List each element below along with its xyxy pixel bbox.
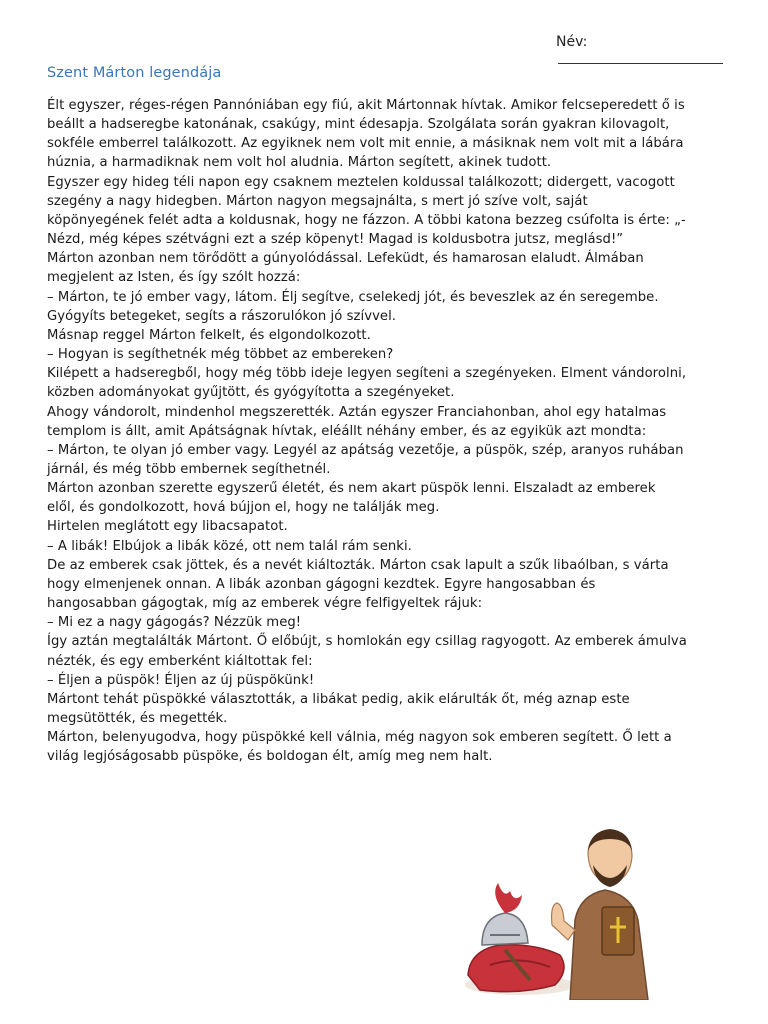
story-dialogue: – Hogyan is segíthetnék még többet az embereken? [47, 347, 394, 363]
name-label: Név: [556, 34, 588, 50]
story-paragraph: Élt egyszer, réges-régen Pannóniában egy fiú, akit Mártonnak hívtak. Amikor felcseperedett ő is beállt a hadseregbe katonának, csakúgy, mint édesapja. Szolgálata során gyakran kilovagolt, sokféle emberrel találkozott. Az egyiknek nem volt mit ennie, a másiknak nem volt mit a lábára húznia, a harmadiknak nem volt hol aludnia. Márton segített, akinek tudott. [47, 98, 685, 171]
story-paragraph: Mártont tehát püspökké választották, a libákat pedig, akik elárulták őt, még aznap este megsütötték, és megették. [47, 691, 630, 726]
story-dialogue: – A libák! Elbújok a libák közé, ott nem talál rám senki. [47, 538, 412, 554]
saint-figure-icon [552, 829, 648, 1000]
story-paragraph: Hirtelen meglátott egy libacsapatot. [47, 519, 288, 535]
story-paragraph: Kilépett a hadseregből, hogy még több ideje legyen segíteni a szegényeken. Elment vándorolni, közben adományokat gyűjtött, és gyógyította a szegényeket. [47, 366, 687, 401]
story-dialogue: – Éljen a püspök! Éljen az új püspökünk! [47, 672, 315, 688]
story-paragraph: Márton azonban nem törődött a gúnyolódással. Lefeküdt, és hamarosan elaludt. Álmában megjelent az Isten, és így szólt hozzá: [47, 251, 644, 286]
name-field[interactable] [556, 34, 756, 68]
story-paragraph: Márton, belenyugodva, hogy püspökké kell válnia, még nagyon sok emberen segített. Ő lett a világ legjóságosabb püspöke, és boldogan élt, amíg meg nem halt. [47, 730, 672, 765]
story-paragraph: De az emberek csak jöttek, és a nevét kiáltozták. Márton csak lapult a szűk libaólban, s várta hogy elmenjenek onnan. A libák azonban gágogni kezdtek. Egyre hangosabban és hangosabban gágogtak, míg az emberek végre felfigyeltek rájuk: [47, 557, 669, 612]
saint-martin-illustration [460, 825, 660, 1000]
story-dialogue: – Márton, te olyan jó ember vagy. Legyél az apátság vezetője, a püspök, szép, aranyos ruhában járnál, és még több embernek segíthetnél. [47, 442, 684, 477]
saint-martin-drawing [460, 825, 660, 1000]
story-text [47, 96, 687, 766]
story-paragraph: Ahogy vándorolt, mindenhol megszerették. Aztán egyszer Franciahonban, ahol egy hatalmas templom is állt, amit Apátságnak hívtak, eléállt néhány ember, és az egyikük azt mondta: [47, 404, 667, 439]
page-title: Szent Márton legendája [47, 65, 222, 81]
name-underline[interactable] [558, 50, 723, 64]
story-paragraph: Márton azonban szerette egyszerű életét, és nem akart püspök lenni. Elszaladt az emberek elől, és gondolkozott, hová bújjon el, hogy ne találják meg. [47, 481, 656, 516]
story-dialogue: – Márton, te jó ember vagy, látom. Élj segítve, cselekedj jót, és beveszlek az én seregembe. Gyógyíts betegeket, segíts a rászorulókon jó szívvel. [47, 289, 659, 324]
helmet-and-cloak-icon [468, 883, 564, 992]
story-dialogue: – Mi ez a nagy gágogás? Nézzük meg! [47, 615, 302, 631]
story-paragraph: Egyszer egy hideg téli napon egy csaknem meztelen koldussal találkozott; didergett, vacogott szegény a nagy hidegben. Márton nagyon megsajnálta, s mert jó szíve volt, saját köpönyegének felét adta a koldusnak, hogy ne fázzon. A többi katona bezzeg csúfolta is érte: „- Nézd, még képes szétvágni ezt a szép köpenyt! Magad is koldusbotra jutsz, meglásd!” [47, 174, 686, 248]
story-paragraph: Másnap reggel Márton felkelt, és elgondolkozott. [47, 327, 371, 343]
story-paragraph: Így aztán megtalálták Mártont. Ő előbújt, s homlokán egy csillag ragyogott. Az emberek ámulva nézték, és egy emberként kiáltottak fel: [47, 634, 687, 669]
